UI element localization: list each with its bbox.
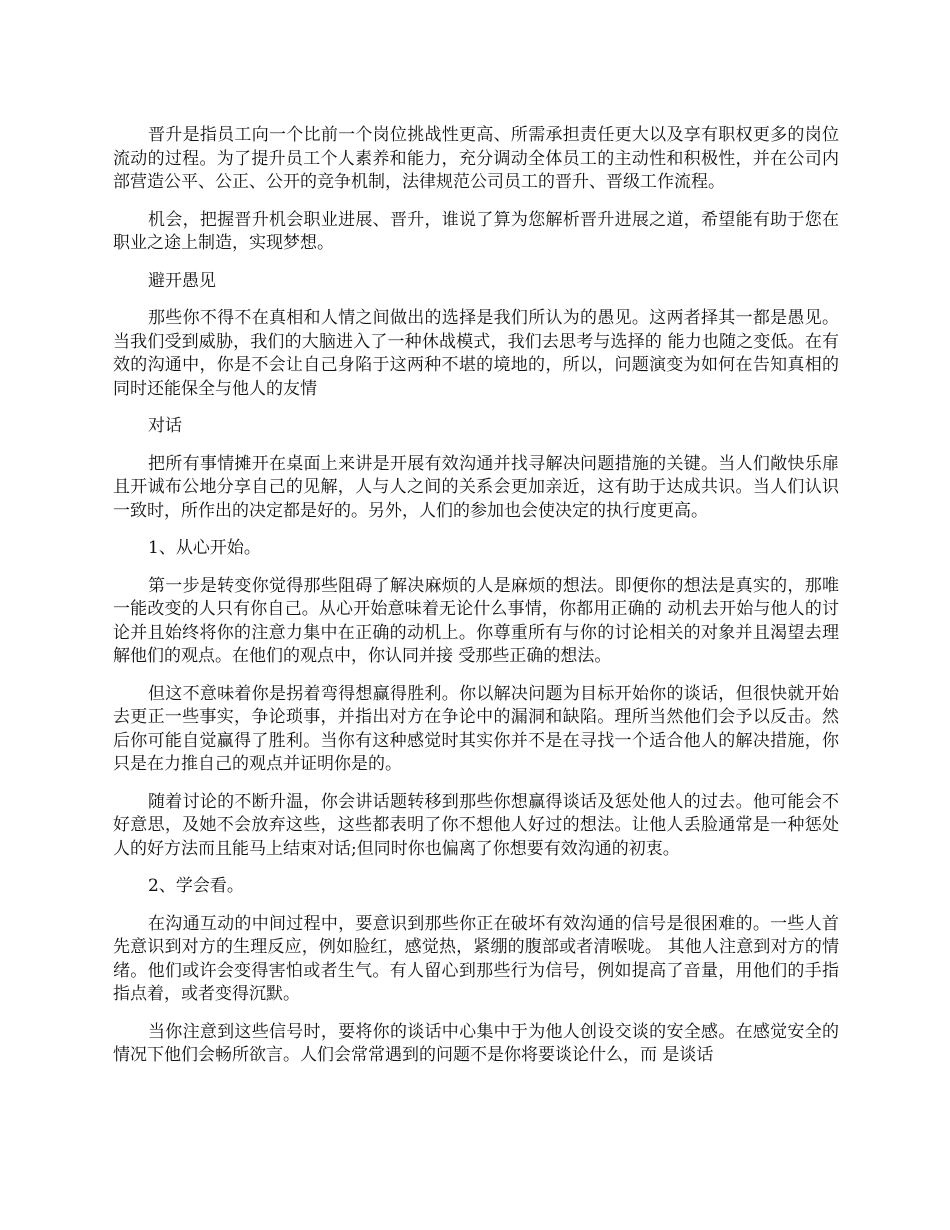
paragraph-dialogue: 把所有事情摊开在桌面上来讲是开展有效沟通并找寻解决问题措施的关键。当人们敞快乐扉且开诚布公地分享自己的见解，人与人之间的关系会更加亲近，这有助于达成共识。当人们认识一致时，所作出的决定都是好的。另外，人们的参加也会使决定的执行度更高。 xyxy=(113,453,839,521)
paragraph-intro: 晋升是指员工向一个比前一个岗位挑战性更高、所需承担责任更大以及享有职权更多的岗位流动的过程。为了提升员工个人素养和能力，充分调动全体员工的主动性和积极性，并在公司内部营造公平、公正、公开的竞争机制，法律规范公司员工的晋升、晋级工作流程。 xyxy=(113,125,839,192)
paragraph-signals: 在沟通互动的中间过程中，要意识到那些你正在破坏有效沟通的信号是很困难的。一些人首先意识到对方的生理反应，例如脸红，感觉热，紧绷的腹部或者清喉咙。 其他人注意到对方的情绪。他们或许会变得害怕或者生气。有人留心到那些行为信号，例如提高了音量，用他们的手指指点着，或者变得沉默。 xyxy=(113,913,839,1004)
section-heading-avoid: 避开愚见 xyxy=(148,270,216,291)
paragraph-first-step: 第一步是转变你觉得那些阻碍了解决麻烦的人是麻烦的想法。即便你的想法是真实的，那唯一能改变的人只有你自己。从心开始意味着无论什么事情，你都用正确的 动机去开始与他人的讨论并且始终将你的注意力集中在正确的动机上。你尊重所有与你的讨论相关的对象并且渴望去理解他们的观点。在他们的观点中，你认同并接 受那些正确的想法。 xyxy=(113,575,839,666)
section-heading-start-from-heart: 1、从心开始。 xyxy=(148,538,261,558)
section-heading-dialogue: 对话 xyxy=(148,416,182,436)
paragraph-safety: 当你注意到这些信号时，要将你的谈话中心集中于为他人创设交谈的安全感。在感觉安全的情况下他们会畅所欲言。人们会常常遇到的问题不是你将要谈论什么，而 是谈话 xyxy=(113,1021,839,1065)
section-heading-learn-to-look: 2、学会看。 xyxy=(148,876,244,896)
paragraph-not-winning: 但这不意味着你是拐着弯得想赢得胜利。你以解决问题为目标开始你的谈话，但很快就开始去更正一些事实，争论琐事，并指出对方在争论中的漏洞和缺陷。理所当然他们会予以反击。然后你可能自觉赢得了胜利。当你有这种感觉时其实你并不是在寻找一个适合他人的解决措施，你只是在力推自己的观点并证明你是的。 xyxy=(113,683,839,774)
paragraph-avoid: 那些你不得不在真相和人情之间做出的选择是我们所认为的愚见。这两者择其一都是愚见。当我们受到威胁，我们的大脑进入了一种休战模式，我们去思考与选择的 能力也随之变低。在有效的沟通中，你是不会让自己身陷于这两种不堪的境地的，所以，问题演变为如何在告知真相的同时还能保全与他人的友情 xyxy=(113,308,839,399)
paragraph-escalation: 随着讨论的不断升温，你会讲话题转移到那些你想赢得谈话及惩处他人的过去。他可能会不好意思，及她不会放弃这些，这些都表明了你不想他人好过的想法。让他人丢脸通常是一种惩处人的好方法而且能马上结束对话;但同时你也偏离了你想要有效沟通的初衷。 xyxy=(113,791,839,859)
document-page xyxy=(113,124,839,1082)
paragraph-opportunity: 机会，把握晋升机会职业进展、晋升，谁说了算为您解析晋升进展之道，希望能有助于您在职业之途上制造，实现梦想。 xyxy=(113,209,839,253)
